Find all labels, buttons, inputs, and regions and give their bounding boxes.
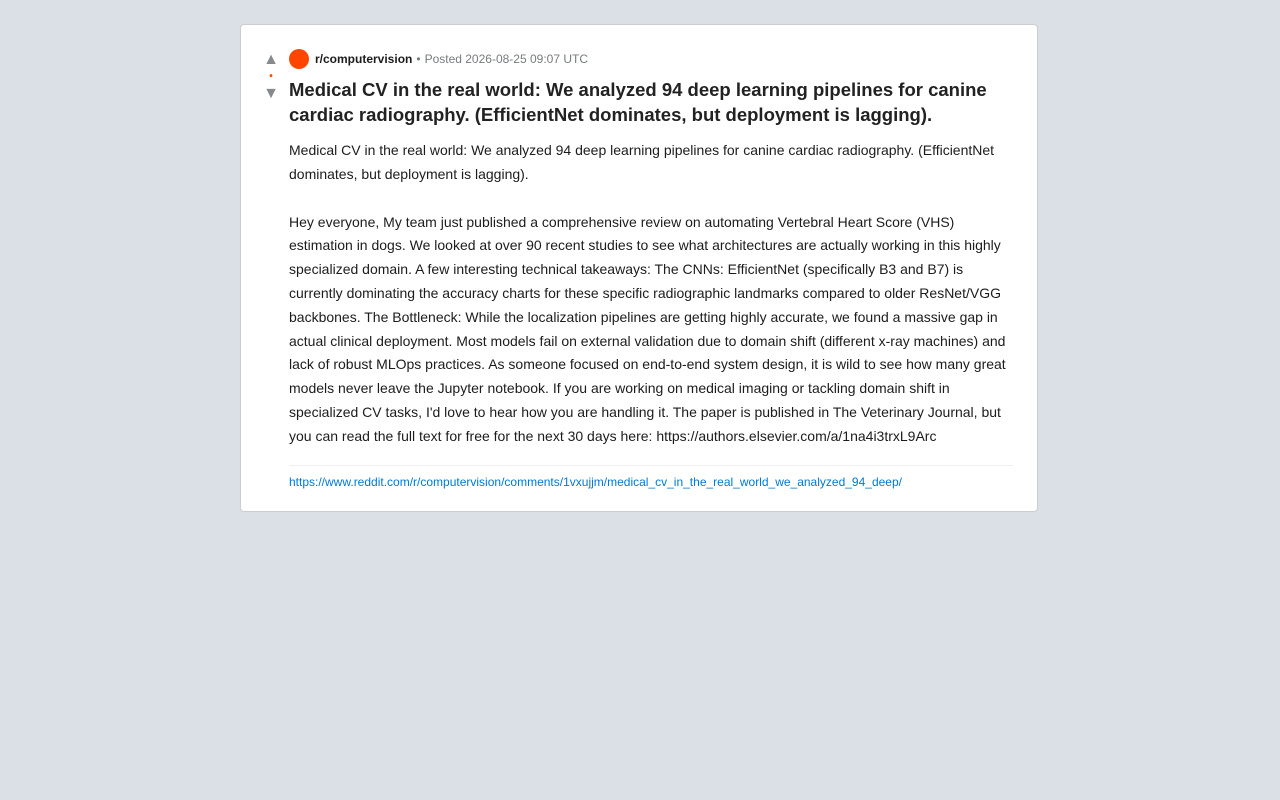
post-content	[289, 49, 1013, 489]
post-permalink[interactable]: https://www.reddit.com/r/computervision/comments/1vxujjm/medical_cv_in_the_real_world_we_analyzed_94_deep/	[289, 474, 902, 489]
subreddit-name[interactable]: r/computervision	[315, 52, 413, 66]
upvote-arrow-icon[interactable]: ▲	[263, 51, 279, 68]
post-title[interactable]: Medical CV in the real world: We analyzed 94 deep learning pipelines for canine cardiac radiography. (EfficientNet dominates, but deployment is lagging).	[289, 79, 987, 125]
post-timestamp: Posted 2026-08-25 09:07 UTC	[424, 52, 588, 66]
vote-score: •	[269, 71, 273, 82]
meta-separator: •	[416, 52, 421, 66]
downvote-arrow-icon[interactable]: ▼	[263, 85, 279, 102]
divider	[289, 465, 1013, 466]
post-body	[289, 139, 1013, 449]
body-paragraph: Hey everyone, My team just published a comprehensive review on automating Vertebral Heart Score (VHS) estimation in dogs. We looked at over 90 recent studies to see what architectures are actually working in this highly specialized domain. A few interesting technical takeaways: The CNNs: EfficientNet (specifically B3 and B7) is currently dominating the accuracy charts for these specific radiographic landmarks compared to older ResNet/VGG backbones. The Bottleneck: While the localization pipelines are getting highly accurate, we found a massive gap in actual clinical deployment. Most models fail on external validation due to domain shift (different x-ray machines) and lack of robust MLOps practices. As someone focused on end-to-end system design, it is wild to see how many great models never leave the Jupyter notebook. If you are working on medical imaging or tackling domain shift in specialized CV tasks, I'd love to hear how you are handling it. The paper is published in The Veterinary Journal, but you can read the full text for free for the next 30 days here: https://authors.elsevier.com/a/1na4i3trxL9Arc	[289, 213, 1006, 444]
subreddit-icon[interactable]	[289, 49, 309, 69]
body-paragraph: Medical CV in the real world: We analyzed 94 deep learning pipelines for canine cardiac radiography. (EfficientNet dominates, but deployment is lagging).	[289, 142, 995, 182]
vote-column	[253, 49, 289, 489]
post-meta	[289, 49, 1013, 69]
post-card	[240, 24, 1038, 512]
